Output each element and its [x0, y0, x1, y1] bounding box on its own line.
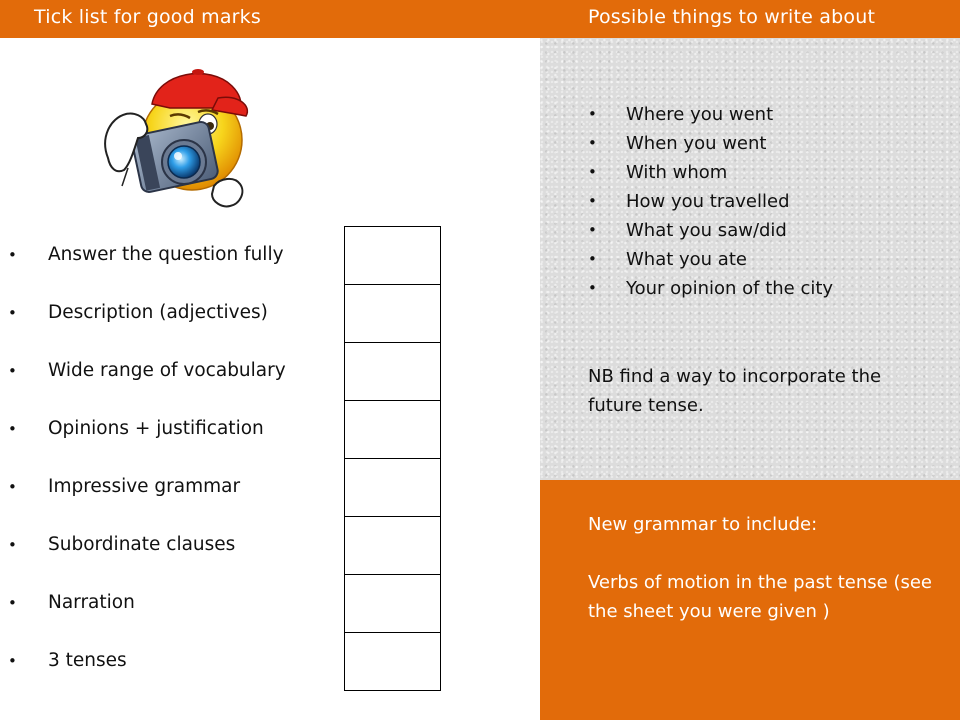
tick-box[interactable] [344, 400, 441, 459]
tick-box[interactable] [344, 516, 441, 575]
tick-box[interactable] [344, 226, 441, 285]
criterion-item: • Wide range of vocabulary [0, 342, 286, 400]
future-tense-note: NB find a way to incorporate the future tense. [588, 366, 882, 416]
topic-item: • With whom [586, 158, 833, 187]
header-bar [0, 0, 960, 38]
smiley-camera-icon [100, 58, 250, 220]
grammar-text: Verbs of motion in the past tense (see the sheet you were given ) [588, 572, 933, 622]
topics-title: Possible things to write about [588, 6, 876, 28]
tick-box[interactable] [344, 284, 441, 343]
tick-box[interactable] [344, 574, 441, 633]
topic-item: • What you saw/did [586, 216, 833, 245]
criterion-item: • Description (adjectives) [0, 284, 286, 342]
criterion-item: • Narration [0, 574, 286, 632]
tick-box[interactable] [344, 632, 441, 691]
topics-list [586, 100, 833, 303]
tick-list-title: Tick list for good marks [34, 6, 261, 28]
criterion-item: • Impressive grammar [0, 458, 286, 516]
grammar-heading: New grammar to include: [588, 514, 818, 535]
tick-box[interactable] [344, 342, 441, 401]
topic-item: • What you ate [586, 245, 833, 274]
tick-box[interactable] [344, 458, 441, 517]
criterion-item: • 3 tenses [0, 632, 286, 690]
tick-box-column [344, 226, 440, 691]
topic-item: • How you travelled [586, 187, 833, 216]
topic-item: • Your opinion of the city [586, 274, 833, 303]
criterion-item: • Answer the question fully [0, 226, 286, 284]
criterion-item: • Subordinate clauses [0, 516, 286, 574]
tick-list [0, 226, 286, 690]
topic-item: • When you went [586, 129, 833, 158]
topic-item: • Where you went [586, 100, 833, 129]
criterion-item: • Opinions + justification [0, 400, 286, 458]
